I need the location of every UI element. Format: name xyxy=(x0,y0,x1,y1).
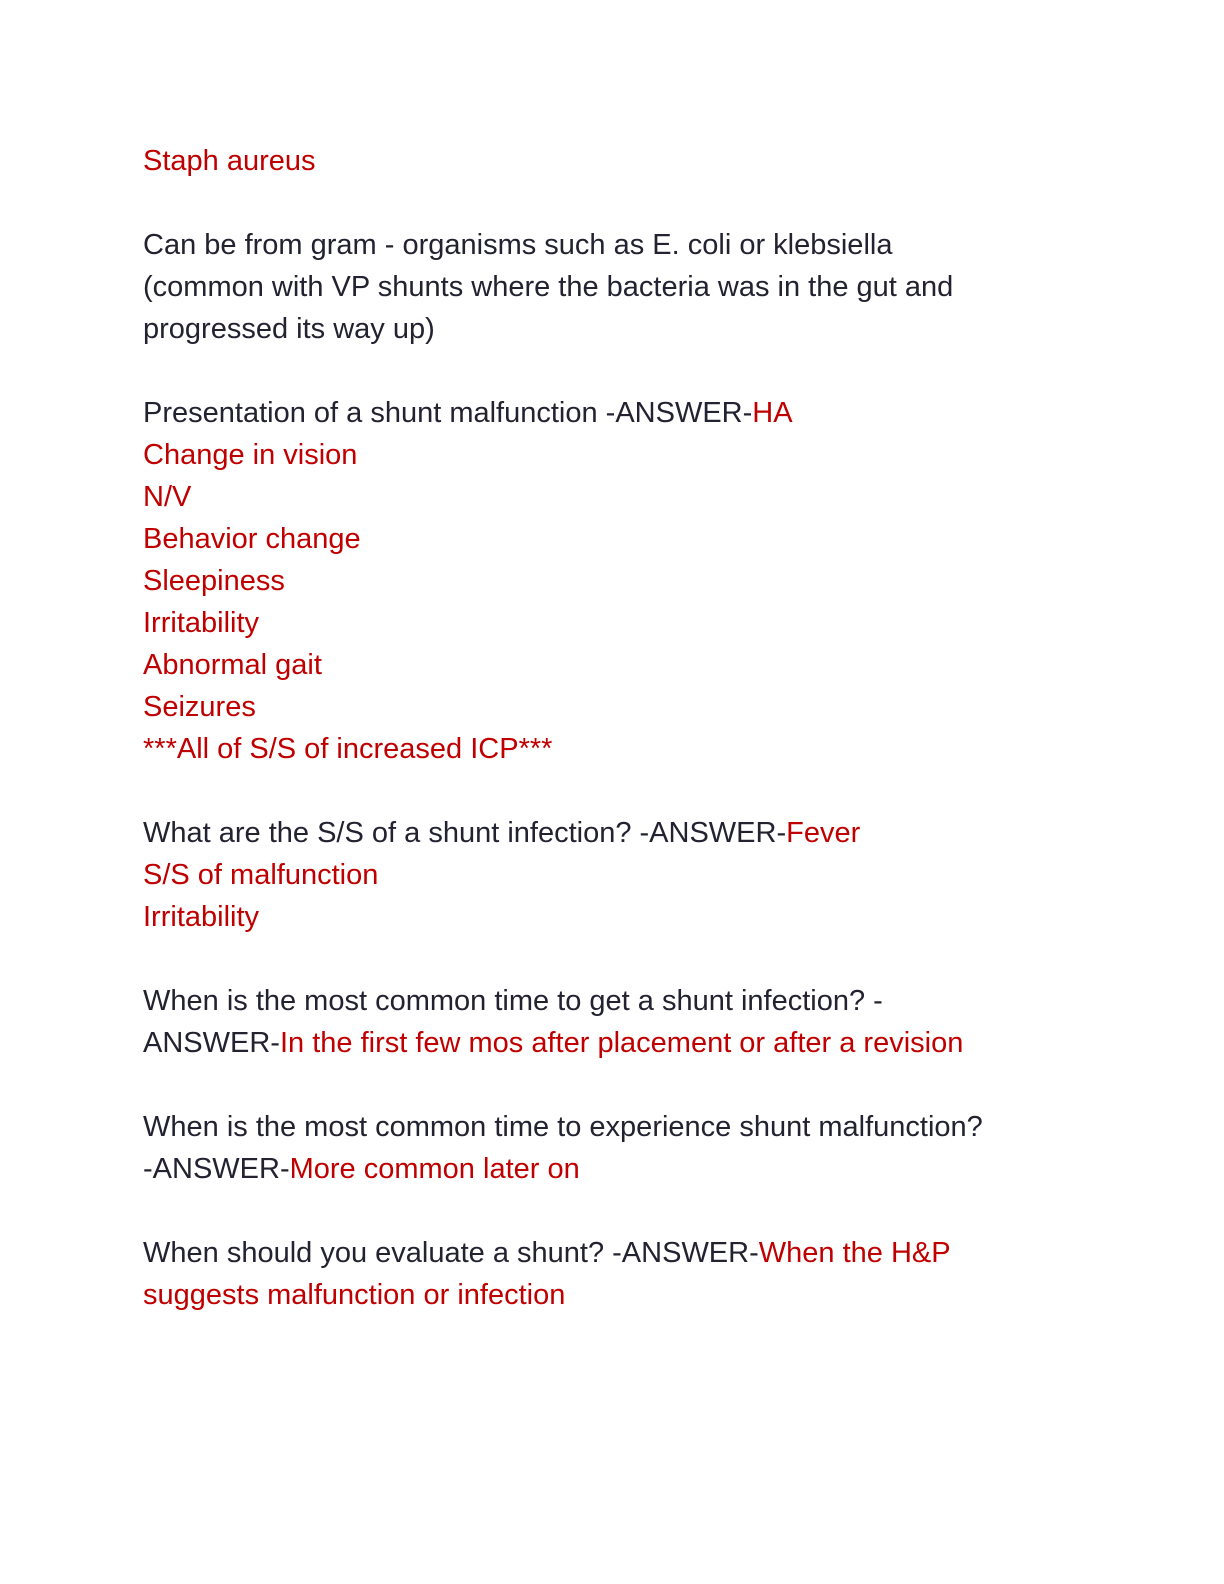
answer-text: Seizures xyxy=(143,691,256,723)
qa-line xyxy=(143,1148,1103,1190)
answer-text: ***All of S/S of increased ICP*** xyxy=(143,733,553,765)
answer-text: Irritability xyxy=(143,607,260,639)
question-text: When is the most common time to get a shunt infection? - xyxy=(143,985,883,1017)
answer-text: S/S of malfunction xyxy=(143,859,379,891)
body-text: (common with VP shunts where the bacteria was in the gut and xyxy=(143,271,954,303)
answer-text: Staph aureus xyxy=(143,145,316,177)
answer-text: suggests malfunction or infection xyxy=(143,1279,566,1311)
paragraph-gap xyxy=(143,770,1103,812)
paragraph-gap xyxy=(143,182,1103,224)
qa-line xyxy=(143,1022,1103,1064)
qa-line xyxy=(143,812,1103,854)
answer-text: Abnormal gait xyxy=(143,649,322,681)
paragraph-gap xyxy=(143,938,1103,980)
question-text: When is the most common time to experience shunt malfunction? xyxy=(143,1111,983,1143)
paragraph-gap xyxy=(143,1064,1103,1106)
question-text: -ANSWER- xyxy=(143,1153,290,1185)
body-text: Can be from gram - organisms such as E. coli or klebsiella xyxy=(143,229,893,261)
answer-text: When the H&P xyxy=(758,1237,951,1269)
answer-text: In the first few mos after placement or after a revision xyxy=(279,1027,964,1059)
answer-text: Sleepiness xyxy=(143,565,285,597)
answer-text: More common later on xyxy=(289,1153,580,1185)
document-page xyxy=(143,140,1103,1316)
answer-text: Irritability xyxy=(143,901,260,933)
answer-text: HA xyxy=(752,397,793,429)
answer-text: Change in vision xyxy=(143,439,358,471)
question-text: What are the S/S of a shunt infection? -ANSWER- xyxy=(143,817,787,849)
answer-text: Behavior change xyxy=(143,523,361,555)
answer-text: Fever xyxy=(786,817,861,849)
question-text: When should you evaluate a shunt? -ANSWER- xyxy=(143,1237,759,1269)
body-text: progressed its way up) xyxy=(143,313,435,345)
question-text: ANSWER- xyxy=(143,1027,280,1059)
paragraph-gap xyxy=(143,350,1103,392)
qa-line xyxy=(143,392,1103,434)
answer-text: N/V xyxy=(143,481,192,513)
qa-line xyxy=(143,1232,1103,1274)
paragraph-gap xyxy=(143,1190,1103,1232)
question-text: Presentation of a shunt malfunction -ANSWER- xyxy=(143,397,753,429)
